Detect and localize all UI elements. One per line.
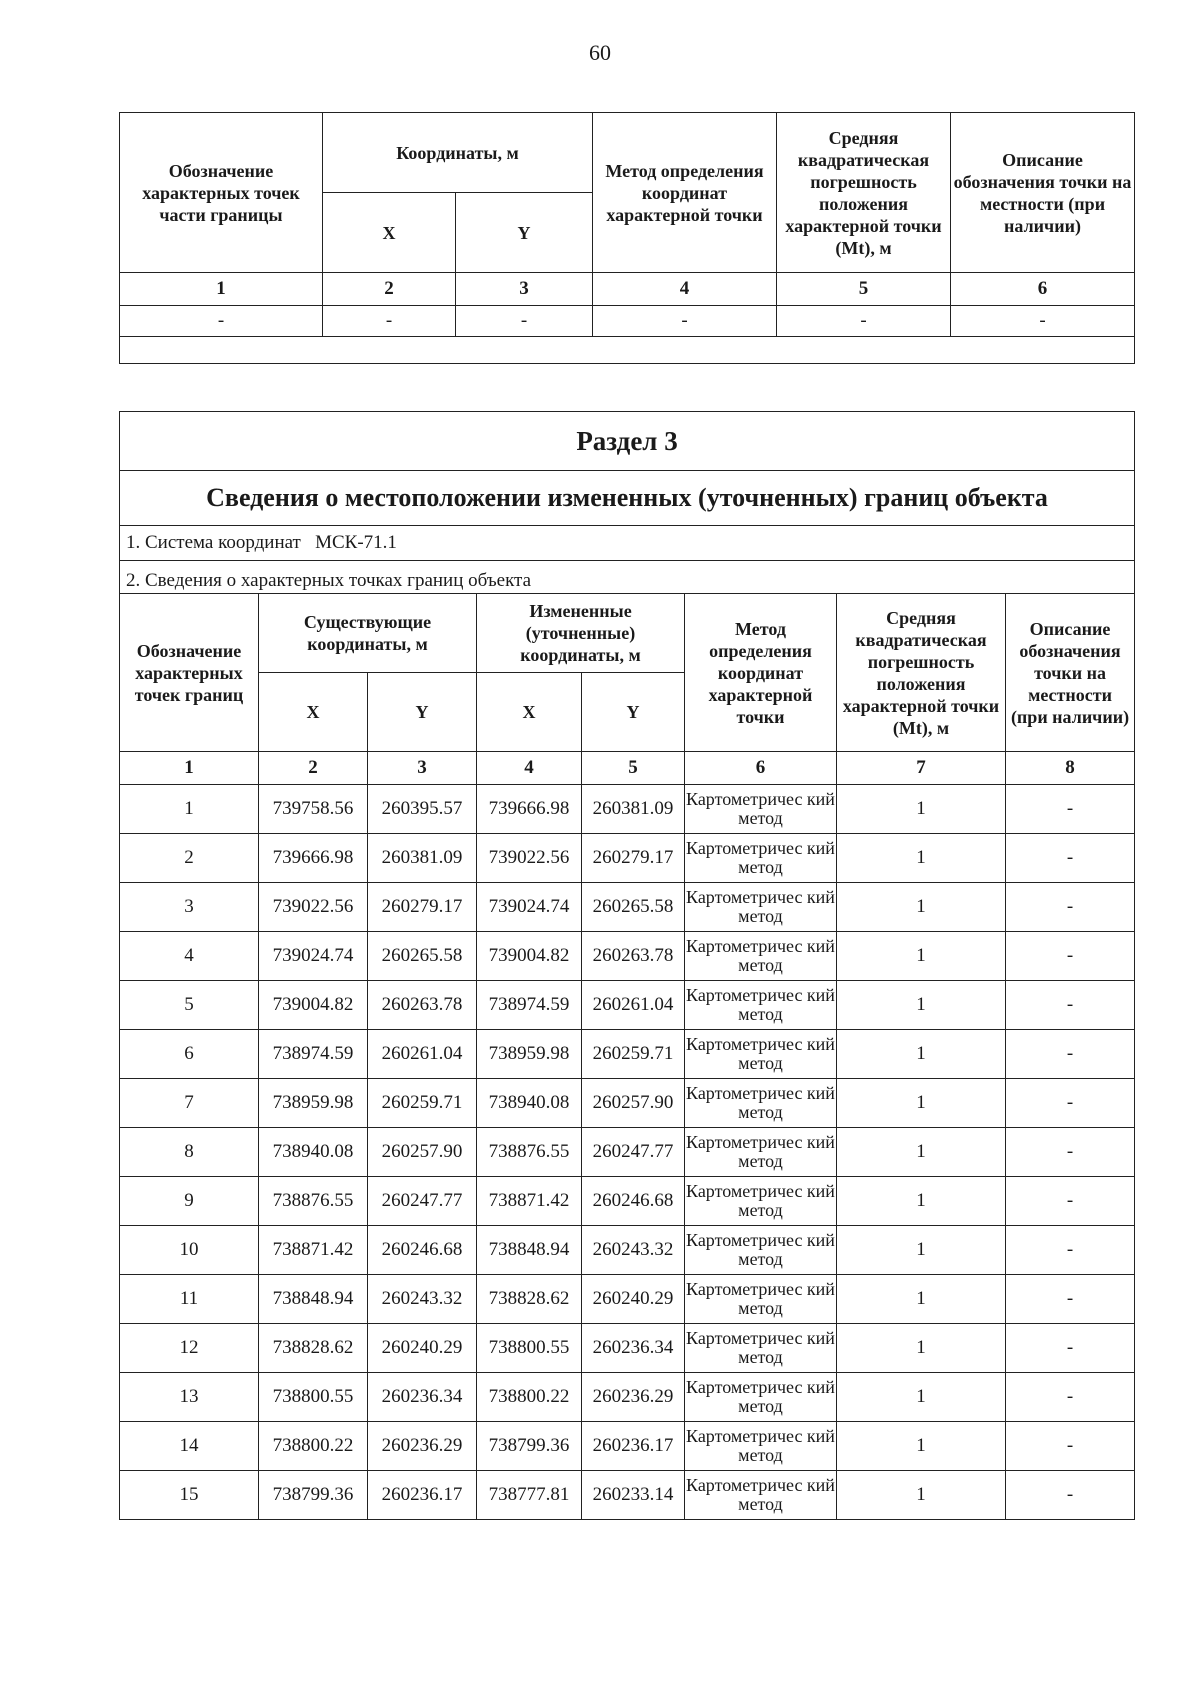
column-number: 4 bbox=[477, 752, 582, 785]
method: Картометричес кий метод bbox=[685, 1128, 837, 1177]
column-number: 3 bbox=[456, 273, 593, 306]
header-point-designation: Обозначение характерных точек границ bbox=[120, 594, 259, 752]
point-number: 10 bbox=[120, 1226, 259, 1275]
description: - bbox=[1006, 1373, 1135, 1422]
error: 1 bbox=[837, 1422, 1006, 1471]
header-method: Метод определения координат характерной точки bbox=[685, 594, 837, 752]
description: - bbox=[1006, 1471, 1135, 1520]
changed-x: 739004.82 bbox=[477, 932, 582, 981]
method: Картометричес кий метод bbox=[685, 1324, 837, 1373]
existing-y: 260381.09 bbox=[368, 834, 477, 883]
changed-y: 260236.17 bbox=[582, 1422, 685, 1471]
column-number: 6 bbox=[685, 752, 837, 785]
method: Картометричес кий метод bbox=[685, 1177, 837, 1226]
table-row bbox=[120, 932, 1135, 981]
existing-y: 260265.58 bbox=[368, 932, 477, 981]
error: 1 bbox=[837, 883, 1006, 932]
table-row bbox=[120, 306, 1135, 337]
existing-y: 260259.71 bbox=[368, 1079, 477, 1128]
existing-y: 260240.29 bbox=[368, 1324, 477, 1373]
existing-x: 738959.98 bbox=[259, 1079, 368, 1128]
table-row bbox=[120, 1373, 1135, 1422]
changed-x: 738828.62 bbox=[477, 1275, 582, 1324]
method: Картометричес кий метод bbox=[685, 981, 837, 1030]
empty-cell bbox=[120, 337, 1135, 364]
changed-x: 738800.22 bbox=[477, 1373, 582, 1422]
header-changed-x: X bbox=[477, 673, 582, 752]
changed-x: 738974.59 bbox=[477, 981, 582, 1030]
table-row bbox=[120, 1324, 1135, 1373]
description: - bbox=[1006, 1275, 1135, 1324]
existing-x: 738828.62 bbox=[259, 1324, 368, 1373]
changed-y: 260247.77 bbox=[582, 1128, 685, 1177]
changed-y: 260261.04 bbox=[582, 981, 685, 1030]
changed-y: 260263.78 bbox=[582, 932, 685, 981]
header-method: Метод определения координат характерной точки bbox=[593, 113, 777, 273]
description: - bbox=[1006, 883, 1135, 932]
point-number: 5 bbox=[120, 981, 259, 1030]
existing-y: 260247.77 bbox=[368, 1177, 477, 1226]
error: 1 bbox=[837, 1373, 1006, 1422]
existing-x: 739758.56 bbox=[259, 785, 368, 834]
header-existing-x: X bbox=[259, 673, 368, 752]
description: - bbox=[1006, 1177, 1135, 1226]
changed-x: 738800.55 bbox=[477, 1324, 582, 1373]
error: 1 bbox=[837, 834, 1006, 883]
table-row bbox=[120, 1030, 1135, 1079]
point-number: 11 bbox=[120, 1275, 259, 1324]
table-row bbox=[120, 1226, 1135, 1275]
method: Картометричес кий метод bbox=[685, 785, 837, 834]
existing-x: 738848.94 bbox=[259, 1275, 368, 1324]
existing-y: 260263.78 bbox=[368, 981, 477, 1030]
point-number: 15 bbox=[120, 1471, 259, 1520]
changed-x: 738876.55 bbox=[477, 1128, 582, 1177]
description: - bbox=[1006, 785, 1135, 834]
method: Картометричес кий метод bbox=[685, 1030, 837, 1079]
error: 1 bbox=[837, 1030, 1006, 1079]
existing-y: 260236.34 bbox=[368, 1373, 477, 1422]
header-description: Описание обозначения точки на местности (при наличии) bbox=[1006, 594, 1135, 752]
header-error: Средняя квадратическая погрешность положения характерной точки (Mt), м bbox=[777, 113, 951, 273]
section-title: Раздел 3 bbox=[120, 412, 1135, 471]
changed-y: 260279.17 bbox=[582, 834, 685, 883]
changed-x: 739666.98 bbox=[477, 785, 582, 834]
description: - bbox=[1006, 1226, 1135, 1275]
header-error: Средняя квадратическая погрешность положения характерной точки (Mt), м bbox=[837, 594, 1006, 752]
table-cell: - bbox=[456, 306, 593, 337]
column-number: 7 bbox=[837, 752, 1006, 785]
point-number: 13 bbox=[120, 1373, 259, 1422]
description: - bbox=[1006, 1030, 1135, 1079]
column-number: 6 bbox=[951, 273, 1135, 306]
method: Картометричес кий метод bbox=[685, 1471, 837, 1520]
existing-y: 260257.90 bbox=[368, 1128, 477, 1177]
table-row bbox=[120, 1422, 1135, 1471]
table-cell: - bbox=[120, 306, 323, 337]
existing-x: 738800.22 bbox=[259, 1422, 368, 1471]
existing-x: 738800.55 bbox=[259, 1373, 368, 1422]
column-number: 2 bbox=[323, 273, 456, 306]
table-row bbox=[120, 785, 1135, 834]
point-number: 8 bbox=[120, 1128, 259, 1177]
existing-x: 738799.36 bbox=[259, 1471, 368, 1520]
existing-y: 260395.57 bbox=[368, 785, 477, 834]
point-number: 2 bbox=[120, 834, 259, 883]
header-x: X bbox=[323, 193, 456, 273]
changed-y: 260246.68 bbox=[582, 1177, 685, 1226]
changed-x: 738871.42 bbox=[477, 1177, 582, 1226]
error: 1 bbox=[837, 785, 1006, 834]
table-row bbox=[120, 883, 1135, 932]
error: 1 bbox=[837, 1177, 1006, 1226]
existing-y: 260236.29 bbox=[368, 1422, 477, 1471]
method: Картометричес кий метод bbox=[685, 1373, 837, 1422]
table-row bbox=[120, 834, 1135, 883]
existing-x: 738876.55 bbox=[259, 1177, 368, 1226]
existing-y: 260236.17 bbox=[368, 1471, 477, 1520]
point-number: 1 bbox=[120, 785, 259, 834]
table-row bbox=[120, 1128, 1135, 1177]
description: - bbox=[1006, 932, 1135, 981]
existing-x: 738940.08 bbox=[259, 1128, 368, 1177]
page-number: 60 bbox=[589, 40, 611, 65]
column-number: 1 bbox=[120, 273, 323, 306]
method: Картометричес кий метод bbox=[685, 1275, 837, 1324]
point-number: 4 bbox=[120, 932, 259, 981]
table-cell: - bbox=[951, 306, 1135, 337]
table-cell: - bbox=[593, 306, 777, 337]
existing-x: 739004.82 bbox=[259, 981, 368, 1030]
error: 1 bbox=[837, 932, 1006, 981]
column-number: 4 bbox=[593, 273, 777, 306]
error: 1 bbox=[837, 1079, 1006, 1128]
error: 1 bbox=[837, 981, 1006, 1030]
table-row bbox=[120, 1177, 1135, 1226]
part-boundary-points-table bbox=[119, 112, 1135, 364]
points-table-body bbox=[120, 785, 1135, 1520]
point-number: 3 bbox=[120, 883, 259, 932]
description: - bbox=[1006, 1422, 1135, 1471]
changed-x: 738777.81 bbox=[477, 1471, 582, 1520]
changed-x: 739024.74 bbox=[477, 883, 582, 932]
point-number: 7 bbox=[120, 1079, 259, 1128]
existing-y: 260243.32 bbox=[368, 1275, 477, 1324]
changed-y: 260257.90 bbox=[582, 1079, 685, 1128]
changed-y: 260236.29 bbox=[582, 1373, 685, 1422]
method: Картометричес кий метод bbox=[685, 883, 837, 932]
changed-x: 738959.98 bbox=[477, 1030, 582, 1079]
error: 1 bbox=[837, 1128, 1006, 1177]
description: - bbox=[1006, 1324, 1135, 1373]
column-number-row bbox=[120, 752, 1135, 785]
method: Картометричес кий метод bbox=[685, 834, 837, 883]
existing-y: 260246.68 bbox=[368, 1226, 477, 1275]
table-row bbox=[120, 1079, 1135, 1128]
header-existing-coordinates: Существующие координаты, м bbox=[259, 594, 477, 673]
header-existing-y: Y bbox=[368, 673, 477, 752]
point-number: 9 bbox=[120, 1177, 259, 1226]
header-y: Y bbox=[456, 193, 593, 273]
table-cell: - bbox=[323, 306, 456, 337]
description: - bbox=[1006, 1079, 1135, 1128]
error: 1 bbox=[837, 1226, 1006, 1275]
point-number: 6 bbox=[120, 1030, 259, 1079]
existing-x: 738871.42 bbox=[259, 1226, 368, 1275]
header-coordinates: Координаты, м bbox=[323, 113, 593, 193]
changed-y: 260240.29 bbox=[582, 1275, 685, 1324]
table-row bbox=[120, 981, 1135, 1030]
column-number: 2 bbox=[259, 752, 368, 785]
existing-x: 738974.59 bbox=[259, 1030, 368, 1079]
column-number-row bbox=[120, 273, 1135, 306]
changed-y: 260381.09 bbox=[582, 785, 685, 834]
header-changed-y: Y bbox=[582, 673, 685, 752]
changed-y: 260259.71 bbox=[582, 1030, 685, 1079]
method: Картометричес кий метод bbox=[685, 1226, 837, 1275]
error: 1 bbox=[837, 1275, 1006, 1324]
changed-x: 739022.56 bbox=[477, 834, 582, 883]
point-number: 12 bbox=[120, 1324, 259, 1373]
section-subtitle: Сведения о местоположении измененных (уточненных) границ объекта bbox=[120, 471, 1135, 526]
header-changed-coordinates: Измененные (уточненные) координаты, м bbox=[477, 594, 685, 673]
changed-y: 260236.34 bbox=[582, 1324, 685, 1373]
header-point-designation: Обозначение характерных точек части границы bbox=[120, 113, 323, 273]
column-number: 5 bbox=[582, 752, 685, 785]
point-number: 14 bbox=[120, 1422, 259, 1471]
column-number: 3 bbox=[368, 752, 477, 785]
section-3-table bbox=[119, 411, 1135, 1520]
points-info: 2. Сведения о характерных точках границ объекта bbox=[120, 561, 1135, 594]
column-number: 8 bbox=[1006, 752, 1135, 785]
description: - bbox=[1006, 981, 1135, 1030]
changed-y: 260233.14 bbox=[582, 1471, 685, 1520]
existing-x: 739022.56 bbox=[259, 883, 368, 932]
changed-x: 738848.94 bbox=[477, 1226, 582, 1275]
existing-x: 739024.74 bbox=[259, 932, 368, 981]
existing-x: 739666.98 bbox=[259, 834, 368, 883]
column-number: 1 bbox=[120, 752, 259, 785]
empty-row bbox=[120, 337, 1135, 364]
changed-x: 738940.08 bbox=[477, 1079, 582, 1128]
error: 1 bbox=[837, 1324, 1006, 1373]
header-description: Описание обозначения точки на местности (при наличии) bbox=[951, 113, 1135, 273]
changed-y: 260265.58 bbox=[582, 883, 685, 932]
existing-y: 260261.04 bbox=[368, 1030, 477, 1079]
description: - bbox=[1006, 1128, 1135, 1177]
error: 1 bbox=[837, 1471, 1006, 1520]
changed-y: 260243.32 bbox=[582, 1226, 685, 1275]
changed-x: 738799.36 bbox=[477, 1422, 582, 1471]
coordinate-system: 1. Система координат МСК-71.1 bbox=[120, 526, 1135, 561]
table-cell: - bbox=[777, 306, 951, 337]
method: Картометричес кий метод bbox=[685, 1422, 837, 1471]
column-number: 5 bbox=[777, 273, 951, 306]
method: Картометричес кий метод bbox=[685, 1079, 837, 1128]
table-row bbox=[120, 1471, 1135, 1520]
existing-y: 260279.17 bbox=[368, 883, 477, 932]
description: - bbox=[1006, 834, 1135, 883]
table-row bbox=[120, 1275, 1135, 1324]
method: Картометричес кий метод bbox=[685, 932, 837, 981]
